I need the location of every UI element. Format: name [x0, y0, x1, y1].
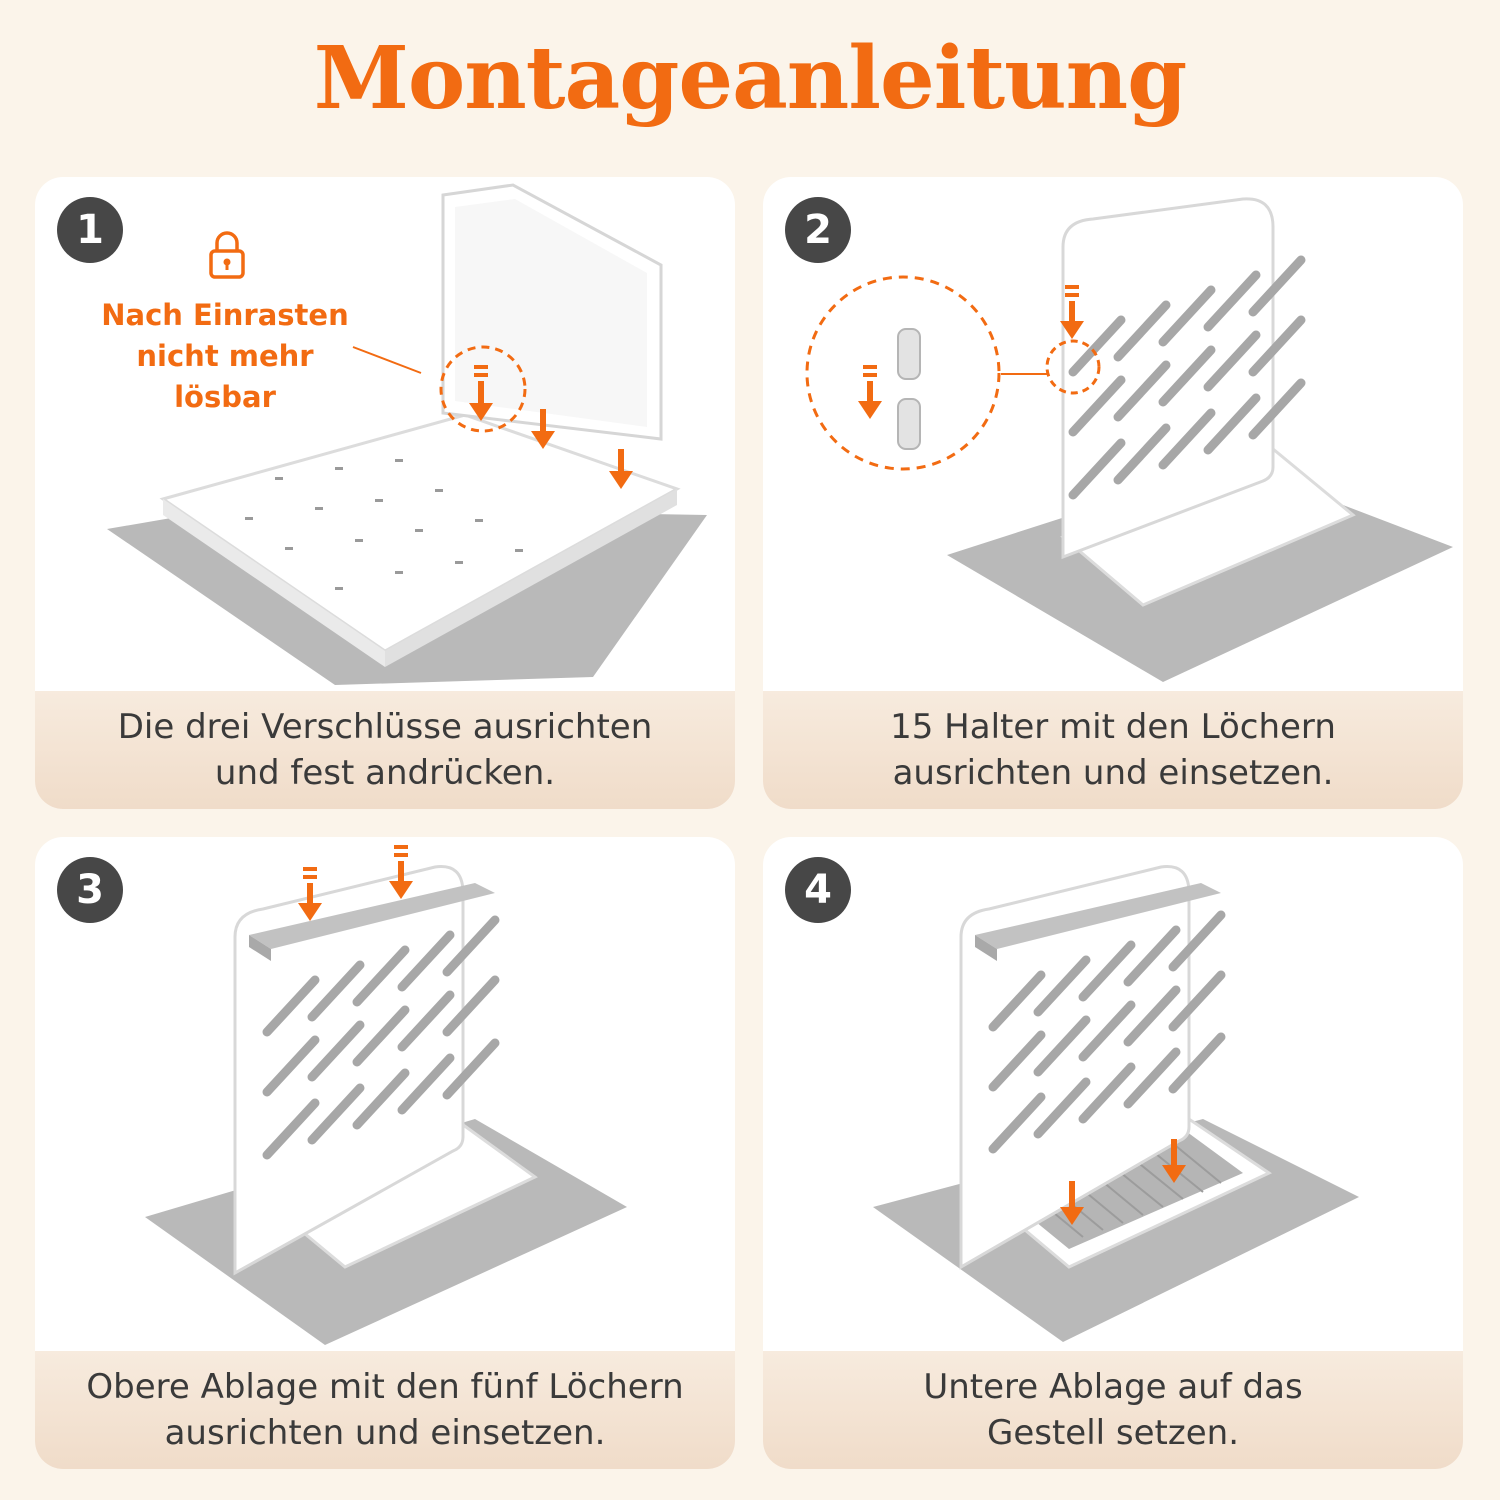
- step-3-illustration: [35, 837, 735, 1349]
- step-4-illustration: [763, 837, 1463, 1349]
- step-2-card: [763, 177, 1463, 809]
- lock-icon: [207, 229, 247, 281]
- callout-line: lösbar: [174, 380, 276, 414]
- caption-line: und fest andrücken.: [214, 753, 556, 793]
- step-1-illustration: [35, 177, 735, 689]
- page-title: Montageanleitung: [313, 28, 1187, 129]
- step-1-badge: 1: [57, 197, 123, 263]
- step-4-card: [763, 837, 1463, 1469]
- step-1-caption: [35, 691, 735, 809]
- step-2-badge: 2: [785, 197, 851, 263]
- caption-line: Die drei Verschlüsse ausrichten: [117, 707, 653, 747]
- step-3-caption: [35, 1351, 735, 1469]
- step-1-card: [35, 177, 735, 809]
- caption-line: ausrichten und einsetzen.: [892, 753, 1334, 793]
- caption-line: 15 Halter mit den Löchern: [890, 707, 1336, 747]
- step-4-caption: [763, 1351, 1463, 1469]
- callout-line: nicht mehr: [136, 339, 314, 373]
- caption-line: Gestell setzen.: [986, 1413, 1239, 1453]
- step-3-card: [35, 837, 735, 1469]
- step-2-illustration: [763, 177, 1463, 689]
- caption-line: Untere Ablage auf das: [923, 1367, 1303, 1407]
- caption-line: ausrichten und einsetzen.: [164, 1413, 606, 1453]
- step-3-badge: 3: [57, 857, 123, 923]
- step-4-badge: 4: [785, 857, 851, 923]
- callout-text: [95, 295, 355, 418]
- step-2-caption: [763, 691, 1463, 809]
- caption-line: Obere Ablage mit den fünf Löchern: [86, 1367, 684, 1407]
- callout-line: Nach Einrasten: [101, 298, 349, 332]
